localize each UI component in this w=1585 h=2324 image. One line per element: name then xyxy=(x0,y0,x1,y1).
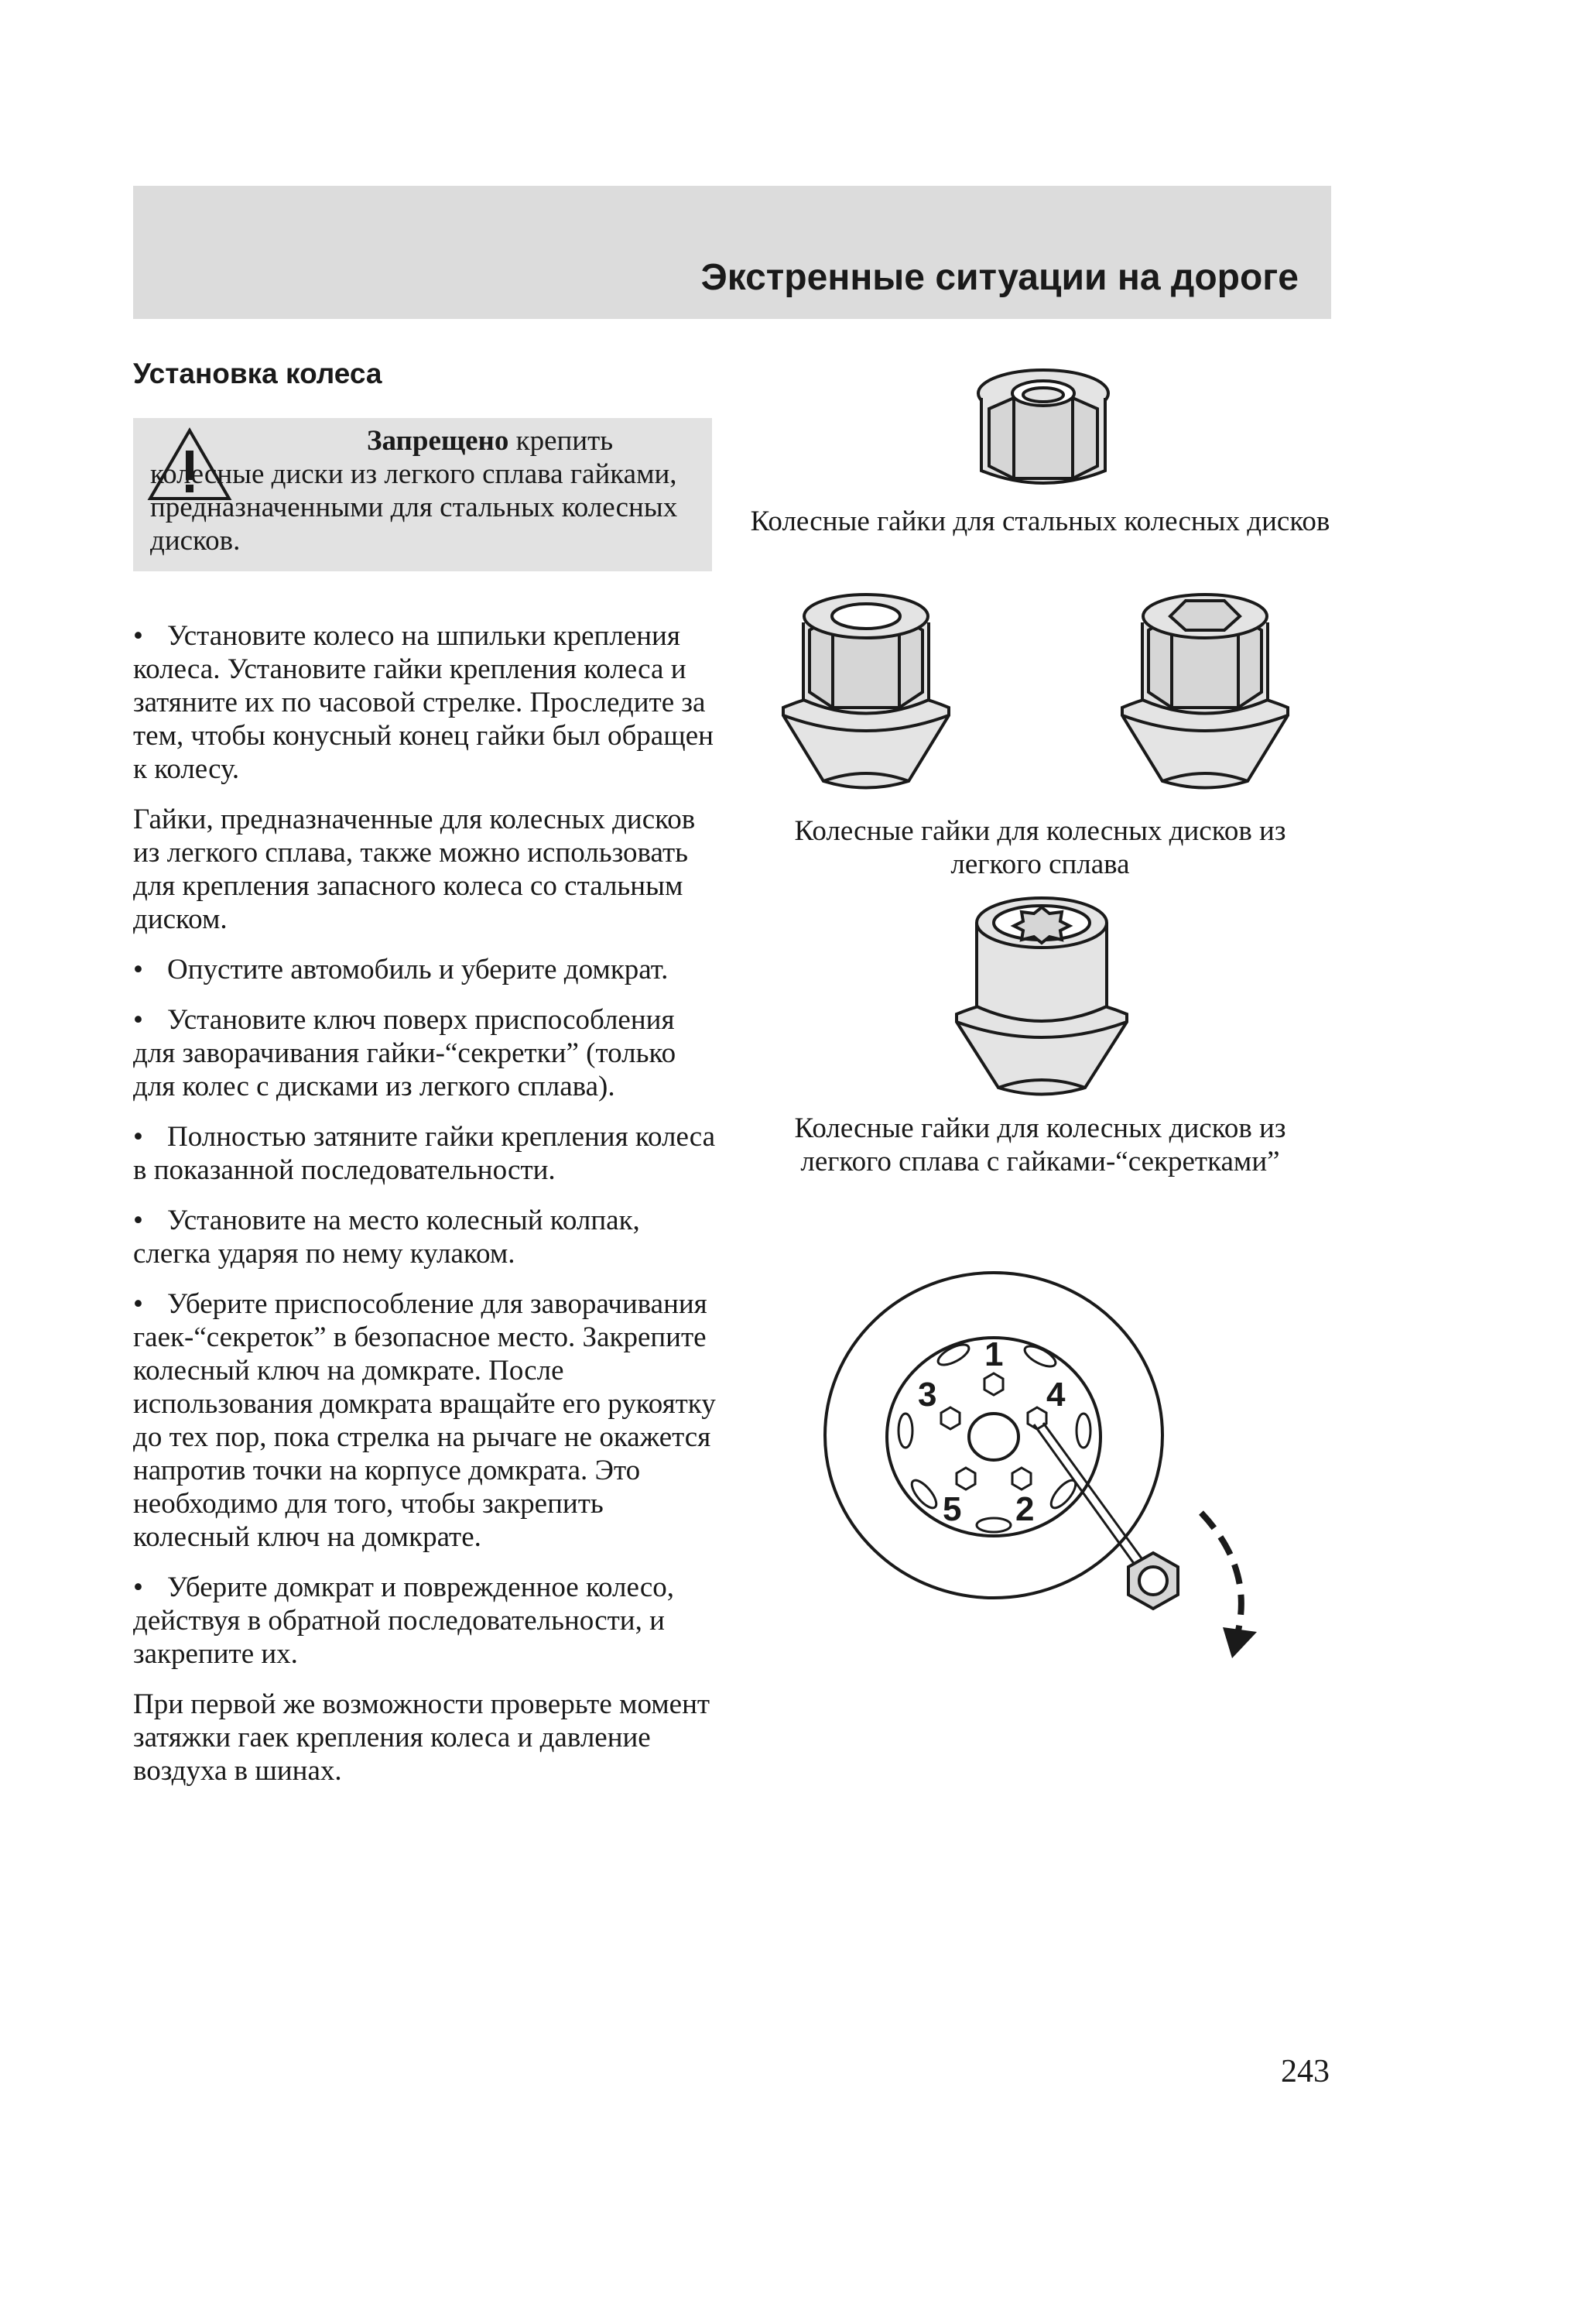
bullet-icon: • xyxy=(133,1288,143,1320)
stud-hex-3 xyxy=(941,1407,960,1429)
caption-alloy-nuts: Колесные гайки для колесных дисков из легкого сплава xyxy=(794,815,1286,880)
instruction-item xyxy=(133,1204,721,1270)
bullet-icon: • xyxy=(133,1205,143,1236)
chapter-header xyxy=(133,186,1331,319)
sequence-number-2: 2 xyxy=(1015,1490,1035,1528)
chapter-title: Экстренные ситуации на дороге xyxy=(700,257,1299,298)
caption-locking-nuts: Колесные гайки для колесных дисков из легкого сплава с гайками-“секретками” xyxy=(794,1112,1286,1177)
instruction-item xyxy=(133,1120,721,1187)
instruction-text: Установите колесо на шпильки крепления колеса. Установите гайки крепления колеса и затяните их по часовой стрелке. Проследите за тем, чтобы конусный конец гайки был обращен к колесу. xyxy=(133,620,714,785)
bullet-icon: • xyxy=(133,1004,143,1036)
sequence-number-1: 1 xyxy=(984,1335,1004,1373)
instruction-item xyxy=(133,1003,721,1103)
stud-hex-4 xyxy=(1028,1407,1046,1429)
bullet-icon: • xyxy=(133,1121,143,1153)
stud-hex-1 xyxy=(984,1373,1003,1395)
hub-center xyxy=(969,1414,1018,1460)
sequence-number-3: 3 xyxy=(918,1376,937,1414)
instruction-text: Уберите приспособление для заворачивания гаек-“секреток” в безопасное место. Закрепите колесный ключ на домкрате. После использования домкрата вращайте его рукоятку до тех пор, пока стрелка на рычаге не окажется напротив точки на корпусе домкрата. Это необходимо для того, чтобы закрепить колесный ключ на домкрате. xyxy=(133,1288,716,1553)
tightening-sequence-diagram xyxy=(814,1265,1279,1668)
instruction-text: Полностью затяните гайки крепления колеса в показанной последовательности. xyxy=(133,1121,716,1186)
instruction-text: Установите ключ поверх приспособления для заворачивания гайки-“секретки” (только для колес с дисками из легкого сплава). xyxy=(133,1004,676,1102)
stud-hex-5 xyxy=(957,1468,975,1489)
warning-text xyxy=(150,424,700,557)
stud-hex-2 xyxy=(1012,1468,1031,1489)
instruction-item xyxy=(133,1287,721,1554)
warning-strong: Запрещено xyxy=(367,425,509,457)
alloy-wheel-nut-illustration xyxy=(1116,591,1294,793)
clockwise-arrow-icon xyxy=(1201,1513,1241,1630)
warning-box xyxy=(133,418,712,571)
paragraph: Гайки, предназначенные для колесных дисков из легкого сплава, также можно использовать для крепления запасного колеса со стальным диском. xyxy=(133,804,696,935)
instruction-text: Установите на место колесный колпак, слегка ударяя по нему кулаком. xyxy=(133,1205,640,1270)
instructions-column xyxy=(133,619,721,1805)
section-title: Установка колеса xyxy=(133,358,382,389)
caption-steel-nuts: Колесные гайки для стальных колесных дисков xyxy=(750,506,1330,537)
sequence-number-4: 4 xyxy=(1046,1376,1066,1414)
alloy-wheel-nut-illustration xyxy=(777,591,955,793)
steel-wheel-nut-illustration xyxy=(966,364,1121,495)
locking-wheel-nut-illustration xyxy=(949,890,1135,1099)
sequence-number-5: 5 xyxy=(943,1490,962,1528)
instruction-item xyxy=(133,619,721,786)
paragraph: При первой же возможности проверьте момент затяжки гаек крепления колеса и давление воздуха в шинах. xyxy=(133,1688,710,1787)
tire-outline xyxy=(825,1273,1162,1598)
page-number: 243 xyxy=(1281,2054,1330,2089)
bullet-icon: • xyxy=(133,620,143,652)
instruction-item xyxy=(133,1571,721,1671)
warning-body: крепить колесные диски из легкого сплава гайками, предназначенными для стальных колесных дисков. xyxy=(150,425,678,557)
bullet-icon: • xyxy=(133,954,143,985)
instruction-text: Опустите автомобиль и уберите домкрат. xyxy=(167,954,669,985)
bullet-icon: • xyxy=(133,1572,143,1603)
instruction-item xyxy=(133,953,721,986)
instruction-text: Уберите домкрат и поврежденное колесо, действуя в обратной последовательности, и закрепите их. xyxy=(133,1572,675,1670)
